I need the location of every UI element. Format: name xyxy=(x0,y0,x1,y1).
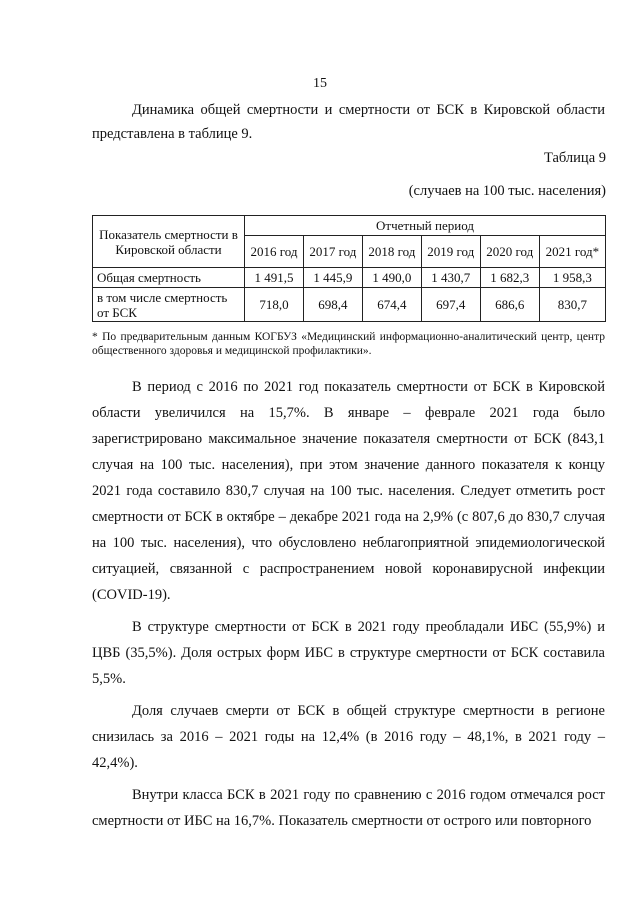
table-cell: 1 491,5 xyxy=(245,268,304,288)
table-cell: 686,6 xyxy=(480,288,539,322)
intro-paragraph: Динамика общей смертности и смертности от БСК в Кировской области представлена в таблице 9. xyxy=(92,102,605,142)
table-cell: 1 490,0 xyxy=(362,268,421,288)
table-cell: 674,4 xyxy=(362,288,421,322)
year-header: 2017 год xyxy=(303,236,362,268)
paragraph: В период с 2016 по 2021 год показатель смертности от БСК в Кировской области увеличился на 15,7%. В январе – феврале 2021 года было зарегистрировано максимальное значение показателя смертности от БСК (843,1 случая на 100 тыс. населения), при этом значение данного показателя к концу 2021 года составило 830,7 случая на 100 тыс. населения. Следует отметить рост смертности от БСК в октябре – декабре 2021 года на 2,9% (с 807,6 до 830,7 случая на 100 тыс. населения), что обусловлено неблагоприятной эпидемиологической ситуацией, связанной с распространением новой коронавирусной инфекции (COVID-19). xyxy=(92,379,605,603)
row-label: Общая смертность xyxy=(93,268,245,288)
table-cell: 718,0 xyxy=(245,288,304,322)
table-cell: 697,4 xyxy=(421,288,480,322)
year-header: 2016 год xyxy=(245,236,304,268)
table-row xyxy=(93,288,606,322)
paragraph: Доля случаев смерти от БСК в общей структуре смертности в регионе снизилась за 2016 – 2021 годы на 12,4% (в 2016 году – 48,1%, в 2021 году – 42,4%). xyxy=(92,703,605,771)
table-cell: 830,7 xyxy=(539,288,605,322)
year-header: 2020 год xyxy=(480,236,539,268)
table-cell: 698,4 xyxy=(303,288,362,322)
table-cell: 1 958,3 xyxy=(539,268,605,288)
table-units: (случаев на 100 тыс. населения) xyxy=(408,183,606,199)
year-header: 2018 год xyxy=(362,236,421,268)
mortality-table xyxy=(92,215,606,322)
body-text xyxy=(92,374,605,840)
paragraph: Внутри класса БСК в 2021 году по сравнению с 2016 годом отмечался рост смертности от ИБС на 16,7%. Показатель смертности от острого или повторного xyxy=(92,787,605,829)
table-cell: 1 445,9 xyxy=(303,268,362,288)
page-number: 15 xyxy=(313,76,327,91)
year-header: 2021 год* xyxy=(539,236,605,268)
indicator-header: Показатель смертности в Кировской области xyxy=(93,216,245,268)
table-cell: 1 430,7 xyxy=(421,268,480,288)
row-label: в том числе смертность от БСК xyxy=(93,288,245,322)
table-row xyxy=(93,268,606,288)
year-header: 2019 год xyxy=(421,236,480,268)
table-cell: 1 682,3 xyxy=(480,268,539,288)
table-footnote: * По предварительным данным КОГБУЗ «Медицинский информационно-аналитический центр, центр общественного здоровья и медицинской профилактики». xyxy=(92,331,605,357)
period-header: Отчетный период xyxy=(245,216,606,236)
table-label: Таблица 9 xyxy=(543,150,606,166)
paragraph: В структуре смертности от БСК в 2021 году преобладали ИБС (55,9%) и ЦВБ (35,5%). Доля острых форм ИБС в структуре смертности от БСК составила 5,5%. xyxy=(92,619,605,687)
